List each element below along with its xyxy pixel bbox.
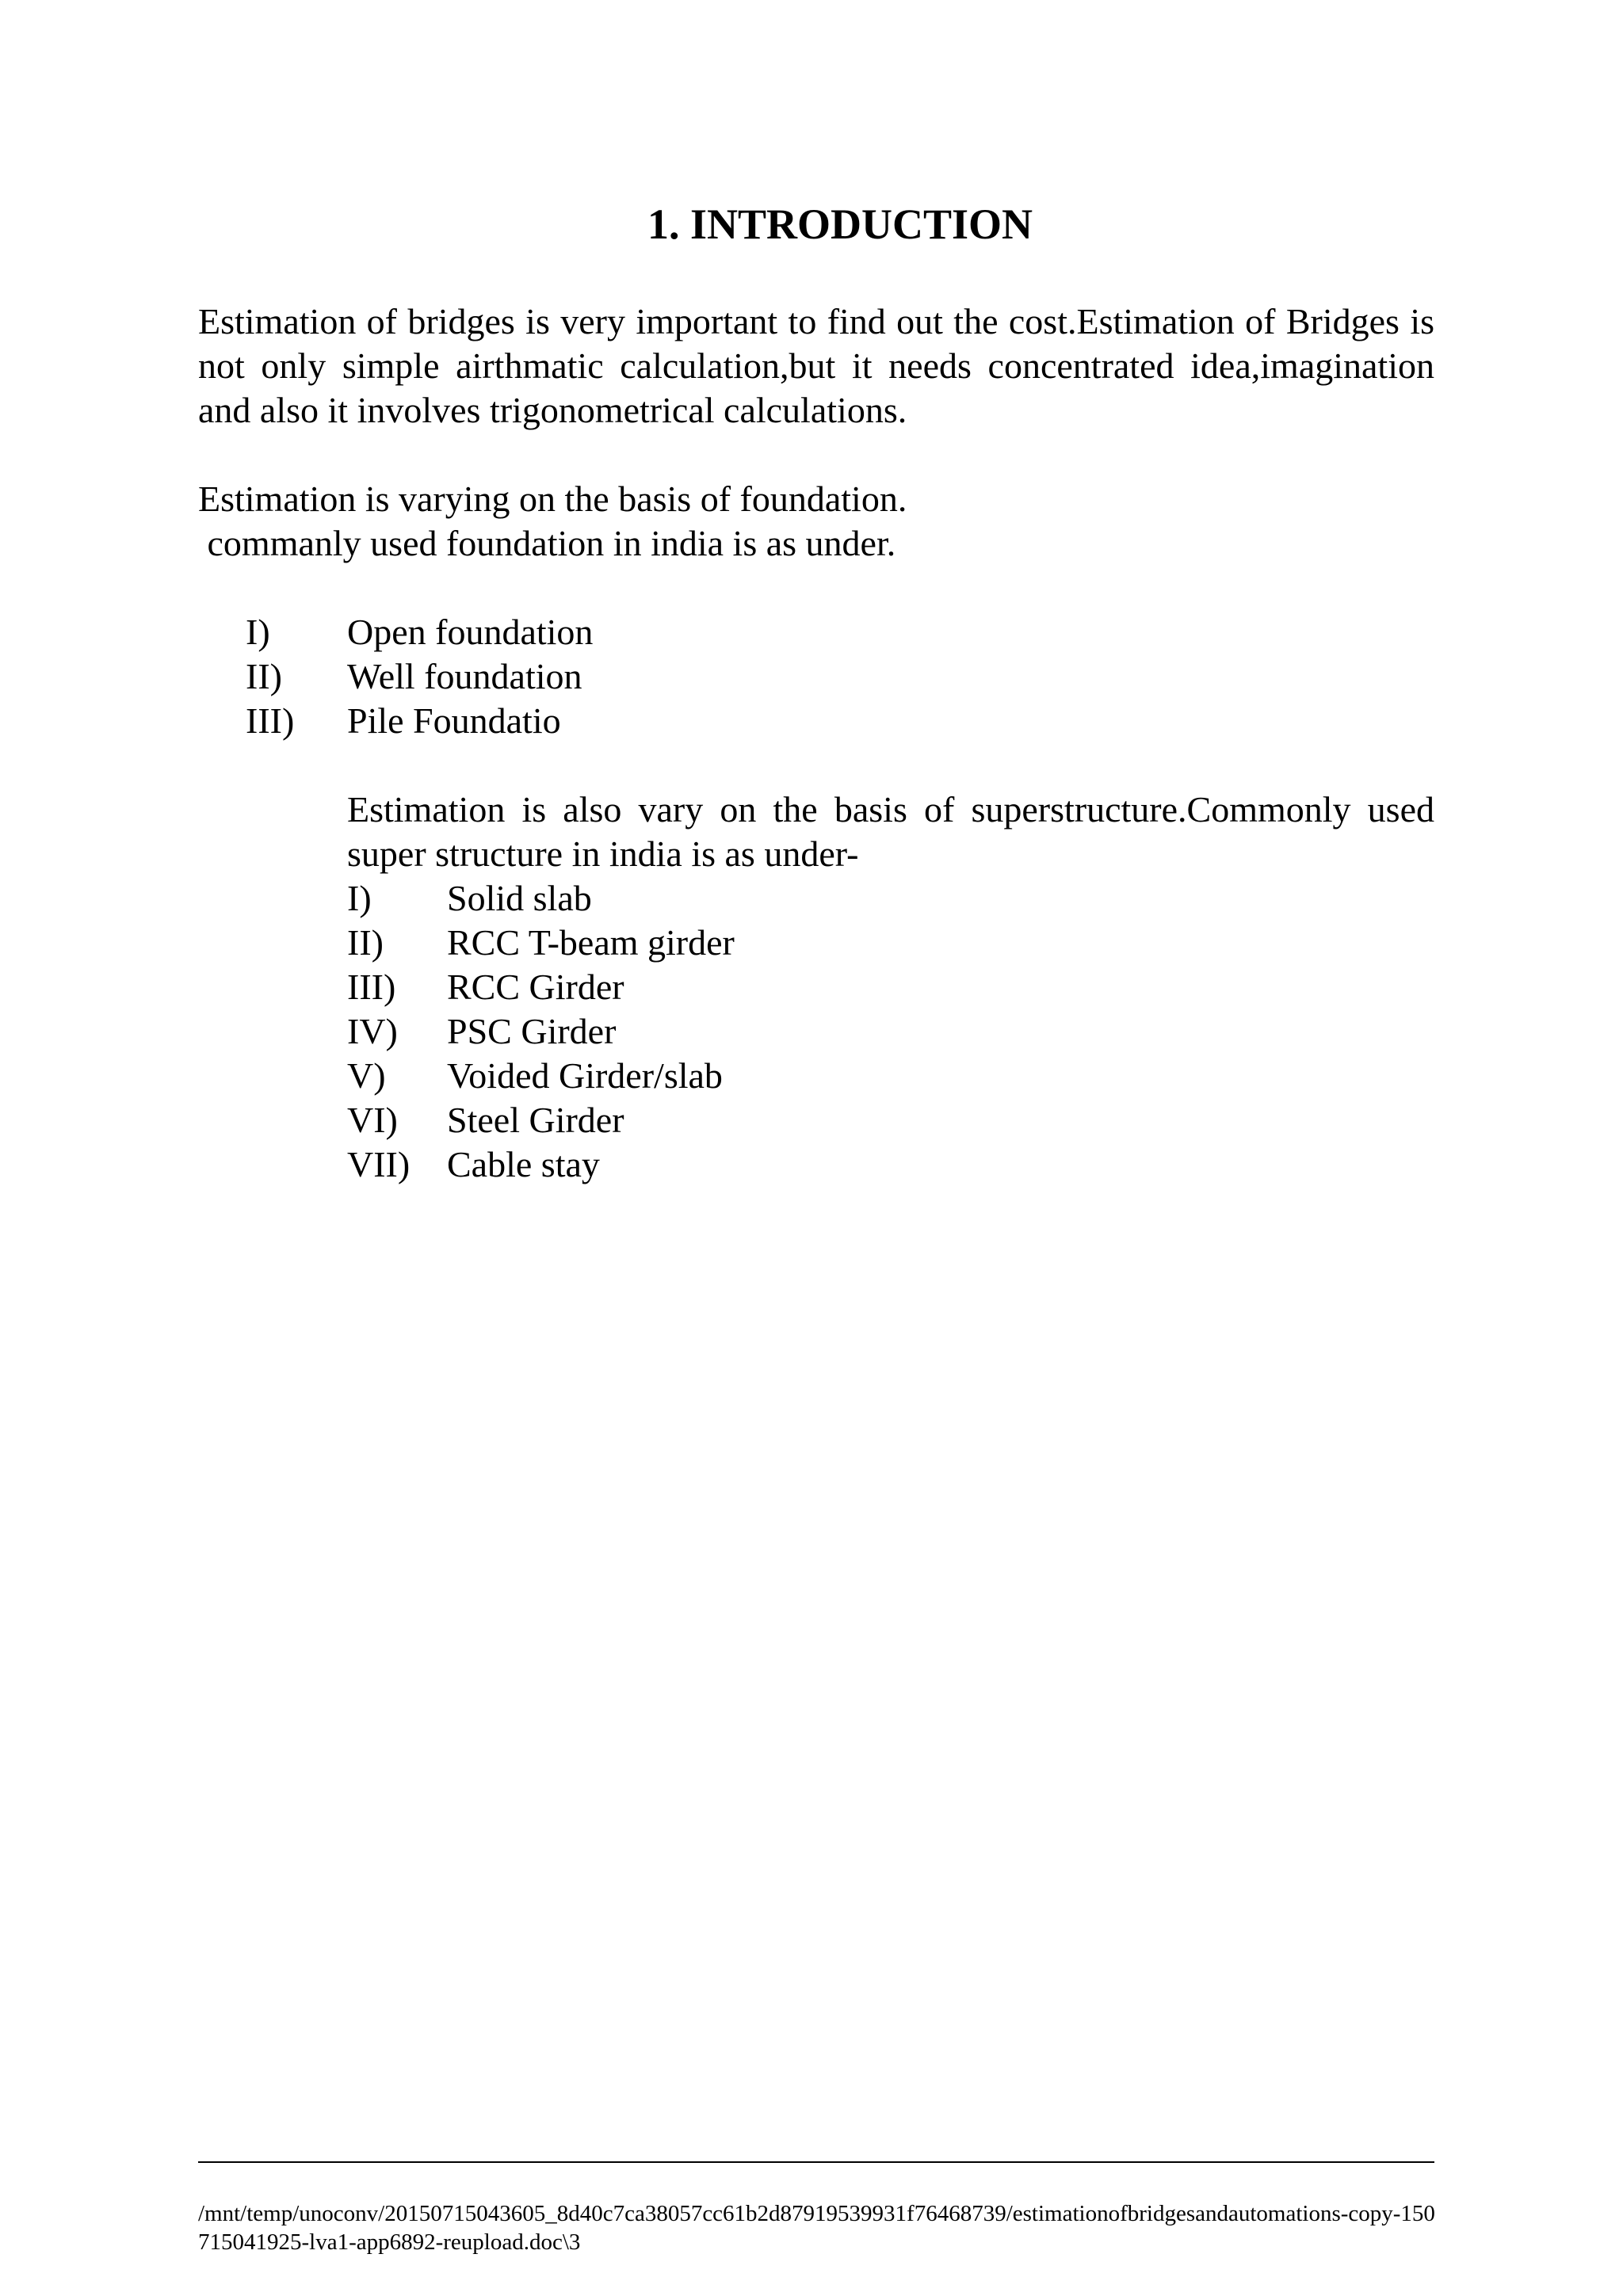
list-item-text: Voided Girder/slab xyxy=(447,1055,723,1096)
list-item-number: III) xyxy=(246,700,295,741)
superstructure-paragraph: Estimation is also vary on the basis of superstructure.Commonly used super structure in india is as under- xyxy=(347,789,1434,874)
list-item-text: PSC Girder xyxy=(447,1011,617,1051)
intro-paragraph: Estimation of bridges is very important to find out the cost.Estimation of Bridges is not only simple airthmatic calculation,but it needs concentrated idea,imagination and also it involves trigonometrical calculations. xyxy=(198,301,1434,430)
list-item-number: I) xyxy=(347,878,372,918)
list-item-number: IV) xyxy=(347,1011,398,1051)
footer-file-path: /mnt/temp/unoconv/20150715043605_8d40c7ca38057cc61b2d87919539931f76468739/estimationofbridgesandautomations-copy-150715041925-lva1-app6892-reupload.doc\3 xyxy=(198,2201,1435,2255)
list-item-number: III) xyxy=(347,967,396,1007)
list-item-text: Well foundation xyxy=(347,656,582,696)
list-item-text: Steel Girder xyxy=(447,1100,624,1140)
list-item-number: VII) xyxy=(347,1144,411,1184)
list-item-number: VI) xyxy=(347,1100,398,1140)
list-item-number: V) xyxy=(347,1055,386,1096)
list-item-number: II) xyxy=(347,922,384,963)
foundation-intro-line-1: Estimation is varying on the basis of foundation. xyxy=(198,479,907,519)
list-item-number: I) xyxy=(246,612,270,652)
footer-divider xyxy=(198,2161,1434,2163)
list-item-text: Open foundation xyxy=(347,612,594,652)
section-heading: 1. INTRODUCTION xyxy=(647,200,1033,248)
list-item-number: II) xyxy=(246,656,282,696)
list-item-text: Cable stay xyxy=(447,1144,600,1184)
list-item-text: Pile Foundatio xyxy=(347,700,561,741)
list-item-text: RCC T-beam girder xyxy=(447,922,735,963)
list-item-text: Solid slab xyxy=(447,878,592,918)
foundation-intro-line-2: commanly used foundation in india is as under. xyxy=(198,523,896,563)
list-item-text: RCC Girder xyxy=(447,967,624,1007)
